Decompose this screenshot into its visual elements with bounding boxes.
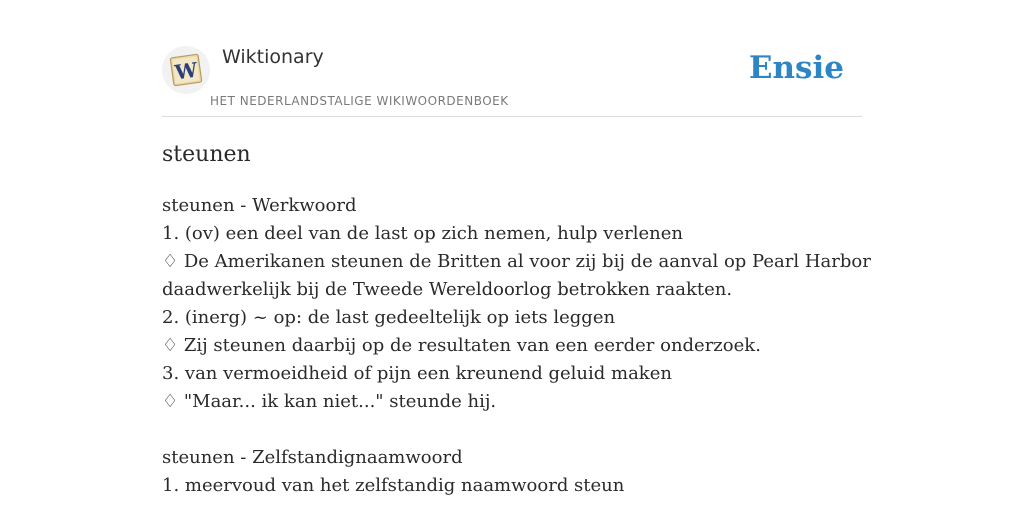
example-line: ♢ De Amerikanen steunen de Britten al voor zij bij de aanval op Pearl Harbor [162, 251, 871, 272]
page-title: steunen [162, 142, 251, 167]
example-line: ♢ Zij steunen daarbij op de resultaten van een eerder onderzoek. [162, 335, 761, 356]
entry-content [162, 192, 871, 500]
definition-line: 1. meervoud van het zelfstandig naamwoord steun [162, 475, 625, 496]
definition-line: 1. (ov) een deel van de last op zich nemen, hulp verlenen [162, 223, 683, 244]
definition-section-noun [162, 444, 862, 500]
section-heading: steunen - Zelfstandignaamwoord [162, 447, 463, 468]
section-spacer [162, 416, 862, 444]
ensie-brand-link[interactable]: Ensie [748, 50, 844, 86]
site-tagline: HET NEDERLANDSTALIGE WIKIWOORDENBOEK [210, 94, 509, 108]
example-line: daadwerkelijk bij de Tweede Wereldoorlog betrokken raakten. [162, 279, 733, 300]
wiktionary-logo[interactable] [162, 46, 210, 94]
section-heading: steunen - Werkwoord [162, 195, 357, 216]
definition-section-verb [162, 192, 871, 416]
site-header [162, 40, 862, 117]
site-name[interactable]: Wiktionary [222, 46, 324, 68]
wiktionary-tile-icon [168, 52, 204, 88]
definition-line: 2. (inerg) ~ op: de last gedeeltelijk op iets leggen [162, 307, 616, 328]
example-line: ♢ "Maar... ik kan niet..." steunde hij. [162, 391, 497, 412]
logo-letter: W [173, 57, 199, 85]
definition-line: 3. van vermoeidheid of pijn een kreunend geluid maken [162, 363, 672, 384]
